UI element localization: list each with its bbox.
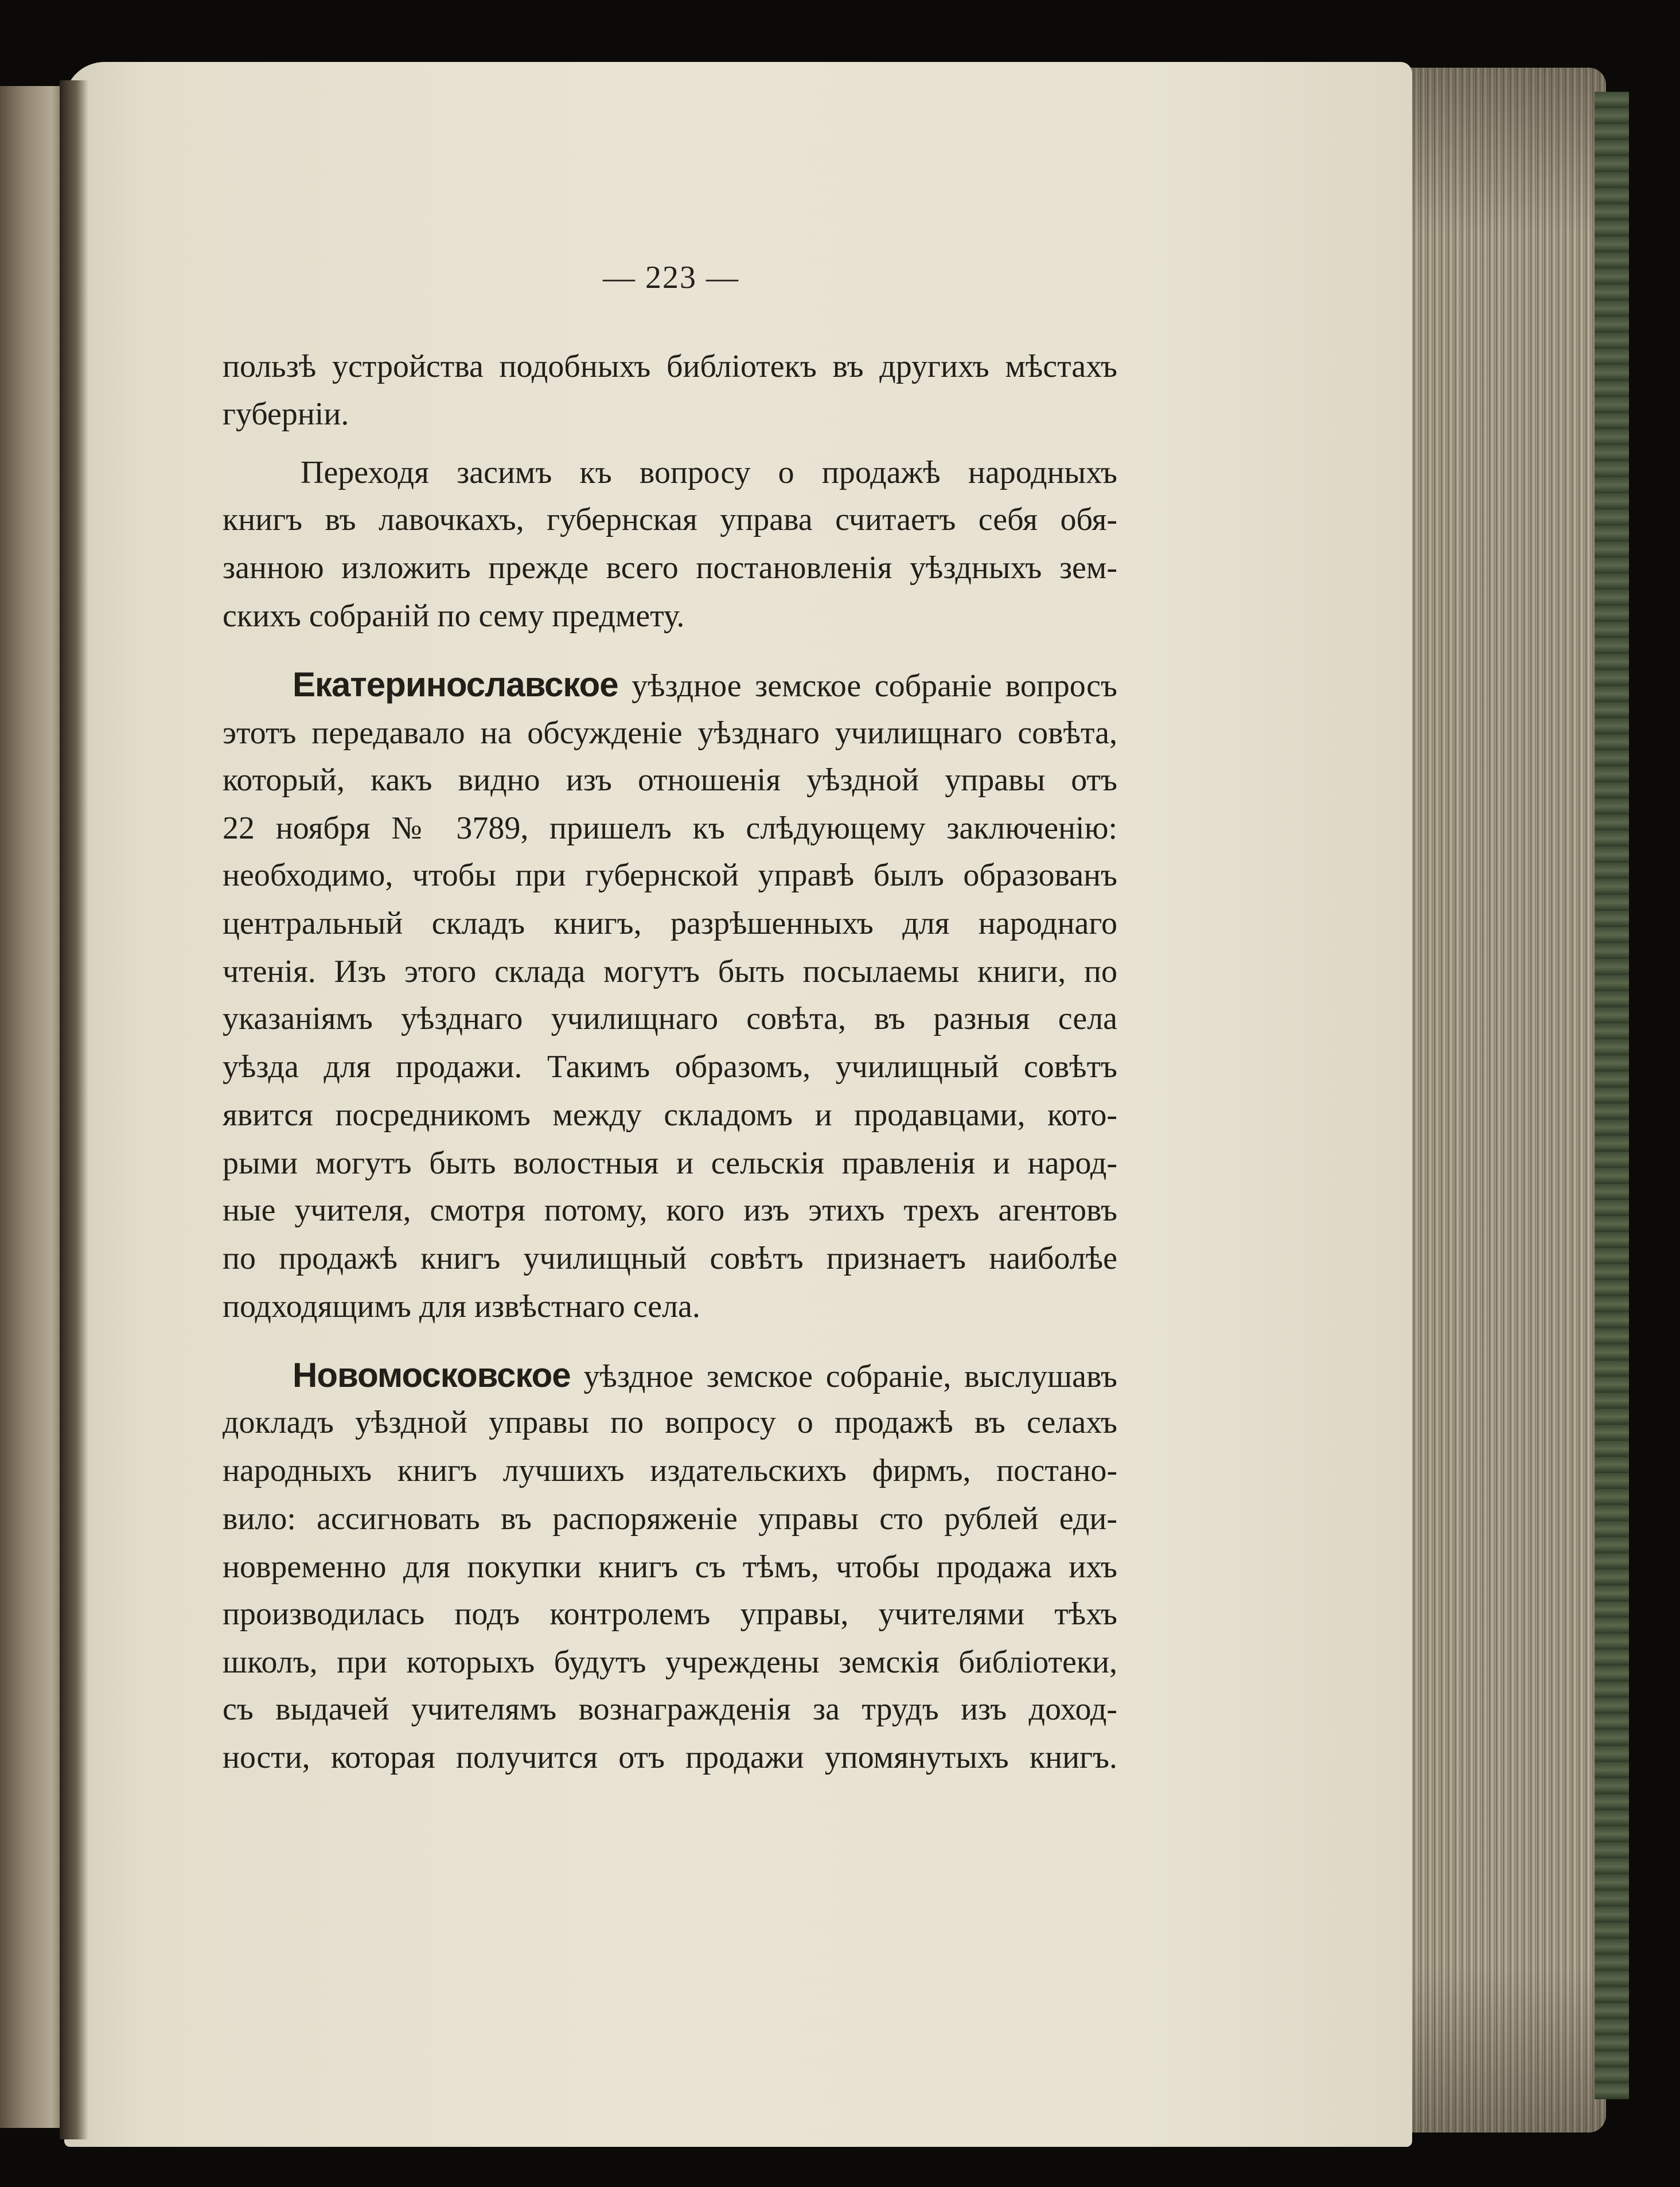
text-line: докладъ уѣздной управы по вопросу о продажѣ въ селахъ bbox=[223, 1405, 1117, 1440]
text-line: подходящимъ для извѣстнаго села. bbox=[223, 1289, 700, 1324]
text-line: уѣзда для продажи. Такимъ образомъ, училищный совѣтъ bbox=[223, 1049, 1117, 1085]
text-segment: уѣздное земское собраніе вопросъ bbox=[632, 668, 1117, 704]
text-line: этотъ передавало на обсужденіе уѣзднаго училищнаго совѣта, bbox=[223, 715, 1117, 751]
text-line: необходимо, чтобы при губернской управѣ былъ образованъ bbox=[223, 857, 1117, 893]
text-line: по продажѣ книгъ училищный совѣтъ признаетъ наиболѣе bbox=[223, 1241, 1117, 1276]
district-name: Новомосковское bbox=[293, 1356, 571, 1394]
text-line: школъ, при которыхъ будутъ учреждены земскія библіотеки, bbox=[223, 1644, 1117, 1680]
text-segment: уѣздное земское собраніе, выслушавъ bbox=[583, 1359, 1118, 1394]
text-line: пользѣ устройства подобныхъ библіотекъ въ другихъ мѣстахъ bbox=[223, 349, 1117, 384]
text-line bbox=[293, 1356, 1117, 1396]
text-line: ные учителя, смотря потому, кого изъ этихъ трехъ агентовъ bbox=[223, 1192, 1117, 1228]
text-line: новременно для покупки книгъ съ тѣмъ, чтобы продажа ихъ bbox=[223, 1549, 1117, 1585]
facing-page-edge bbox=[0, 86, 69, 2128]
text-line: рыми могутъ быть волостныя и сельскія правленія и народ- bbox=[223, 1145, 1117, 1181]
text-line: явится посредникомъ между складомъ и продавцами, кото- bbox=[223, 1097, 1117, 1133]
book-page-edges bbox=[1400, 68, 1606, 2133]
text-line: вило: ассигновать въ распоряженіе управы сто рублей еди- bbox=[223, 1501, 1117, 1537]
text-line: губерніи. bbox=[223, 396, 349, 432]
text-line: указаніямъ уѣзднаго училищнаго совѣта, въ разныя села bbox=[223, 1001, 1117, 1036]
district-name: Екатеринославское bbox=[293, 665, 618, 704]
text-line: занною изложить прежде всего постановленія уѣздныхъ зем- bbox=[223, 550, 1117, 586]
text-line: скихъ собраній по сему предмету. bbox=[223, 598, 685, 634]
page-number: — 223 — bbox=[603, 260, 739, 295]
text-line: книгъ въ лавочкахъ, губернская управа считаетъ себя обя- bbox=[223, 502, 1117, 537]
book-cover-edge bbox=[1595, 92, 1629, 2099]
text-line bbox=[293, 665, 1117, 705]
text-line: 22 ноября № 3789, пришелъ къ слѣдующему заключенію: bbox=[223, 810, 1117, 846]
book-gutter bbox=[60, 80, 88, 2139]
text-line: который, какъ видно изъ отношенія уѣздной управы отъ bbox=[223, 762, 1117, 798]
text-line: чтенія. Изъ этого склада могутъ быть посылаемы книги, по bbox=[223, 954, 1117, 989]
text-line: ности, которая получится отъ продажи упомянутыхъ книгъ. bbox=[223, 1740, 1117, 1775]
text-line: центральный складъ книгъ, разрѣшенныхъ для народнаго bbox=[223, 906, 1117, 941]
text-line: народныхъ книгъ лучшихъ издательскихъ фирмъ, постано- bbox=[223, 1453, 1117, 1488]
text-line: производилась подъ контролемъ управы, учителями тѣхъ bbox=[223, 1596, 1117, 1632]
text-line: Переходя засимъ къ вопросу о продажѣ народныхъ bbox=[301, 455, 1117, 490]
text-line: съ выдачей учителямъ вознагражденія за трудъ изъ доход- bbox=[223, 1691, 1117, 1727]
